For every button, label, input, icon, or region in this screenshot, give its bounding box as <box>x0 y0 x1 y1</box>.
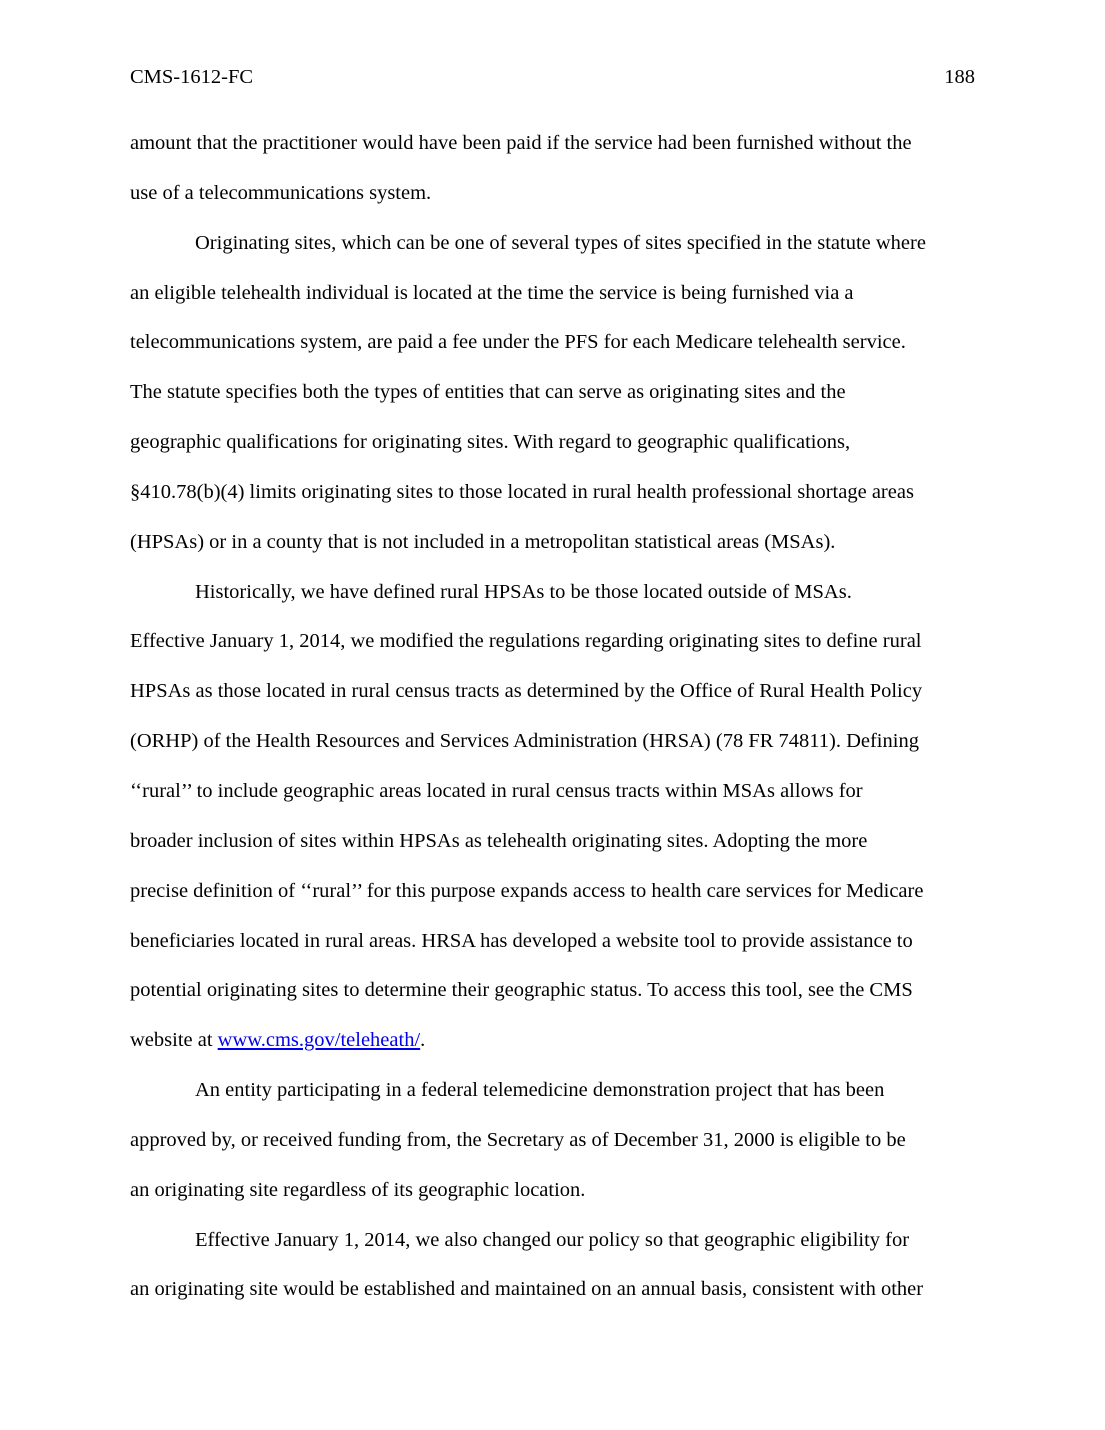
text-line: amount that the practitioner would have been paid if the service had been furnished without the <box>130 132 912 154</box>
link-prefix-text: website at <box>130 1029 218 1052</box>
text-line: use of a telecommunications system. <box>130 181 432 204</box>
text-line: telecommunications system, are paid a fee under the PFS for each Medicare telehealth service. <box>130 331 906 354</box>
paragraph-start-line: Originating sites, which can be one of several types of sites specified in the statute where <box>195 231 926 254</box>
page-number: 188 <box>944 66 975 88</box>
text-line: approved by, or received funding from, the Secretary as of December 31, 2000 is eligible to be <box>130 1128 906 1151</box>
cms-telehealth-link[interactable]: www.cms.gov/teleheath/ <box>217 1029 421 1052</box>
paragraph-start-line: Effective January 1, 2014, we also changed our policy so that geographic eligibility for <box>195 1228 910 1251</box>
text-line: (HPSAs) or in a county that is not included in a metropolitan statistical areas (MSAs). <box>130 530 836 553</box>
body-text <box>130 126 990 1322</box>
text-line: §410.78(b)(4) limits originating sites to those located in rural health professional shortage areas <box>130 480 914 503</box>
paragraph-start-line: An entity participating in a federal telemedicine demonstration project that has been <box>195 1079 885 1102</box>
text-line: an originating site regardless of its geographic location. <box>130 1178 586 1201</box>
page-header <box>130 66 975 92</box>
document-id: CMS-1612-FC <box>130 66 254 88</box>
text-line: beneficiaries located in rural areas. HRSA has developed a website tool to provide assistance to <box>130 929 913 952</box>
text-line: precise definition of ‘‘rural’’ for this purpose expands access to health care services for Medicare <box>130 879 924 902</box>
text-line-with-link <box>130 1023 990 1073</box>
text-line: broader inclusion of sites within HPSAs as telehealth originating sites. Adopting the more <box>130 829 868 852</box>
text-line: (ORHP) of the Health Resources and Services Administration (HRSA) (78 FR 74811). Defining <box>130 730 919 753</box>
text-line: The statute specifies both the types of entities that can serve as originating sites and the <box>130 381 846 404</box>
link-suffix-text: . <box>420 1029 426 1052</box>
text-line: an originating site would be established and maintained on an annual basis, consistent with other <box>130 1278 924 1301</box>
text-line: ‘‘rural’’ to include geographic areas located in rural census tracts within MSAs allows for <box>130 779 863 802</box>
paragraph-start-line: Historically, we have defined rural HPSAs to be those located outside of MSAs. <box>195 580 852 603</box>
text-line: potential originating sites to determine their geographic status. To access this tool, see the CMS <box>130 979 913 1002</box>
text-line: HPSAs as those located in rural census tracts as determined by the Office of Rural Health Policy <box>130 680 923 703</box>
text-line: geographic qualifications for originating sites. With regard to geographic qualifications, <box>130 431 851 454</box>
text-line: Effective January 1, 2014, we modified the regulations regarding originating sites to define rural <box>130 630 922 653</box>
text-line: an eligible telehealth individual is located at the time the service is being furnished via a <box>130 281 854 304</box>
